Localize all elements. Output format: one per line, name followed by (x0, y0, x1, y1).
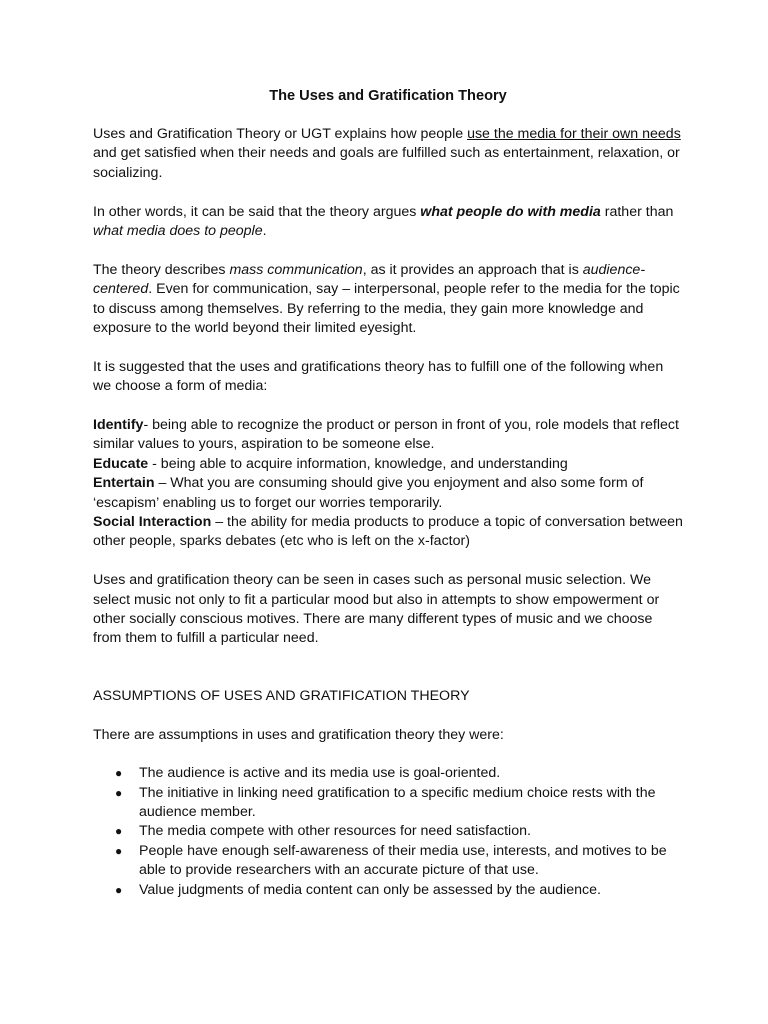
intro-underlined-text: use the media for their own needs (467, 126, 681, 142)
p2-text-c: . (262, 223, 267, 240)
p2-text-a: In other words, it can be said that the theory argues (93, 203, 421, 220)
bullet-icon: ● (115, 785, 123, 800)
list-item (93, 842, 683, 881)
p2-text-b: rather than (600, 203, 674, 220)
list-item-text: The media compete with other resources for need satisfaction. (139, 823, 531, 840)
p3-italic-audience-centered: audience-centered (93, 261, 646, 298)
definition-term: Identify (93, 417, 144, 434)
intro-text-a: Uses and Gratification Theory or UGT explains how people (93, 126, 468, 142)
list-item-text: People have enough self-awareness of their media use, interests, and motives to be able to provide researchers with an accurate picture of that use. (139, 842, 667, 879)
definition-text: – What you are consuming should give you enjoyment and also some form of ‘escapism’ enabling us to forget our worries temporarily. (93, 475, 644, 511)
p2-bold-italic-text: what people do with media (420, 203, 601, 220)
p3-text-a: The theory describes (93, 261, 230, 278)
bullet-icon: ● (115, 766, 123, 781)
list-item (93, 764, 683, 783)
list-item (93, 822, 683, 841)
document-title: The Uses and Gratification Theory (269, 88, 507, 104)
paragraph-suggested: It is suggested that the uses and gratifications theory has to fulfill one of the following when we choose a form of media: (93, 358, 664, 395)
definition-term: Social Interaction (93, 514, 212, 531)
section-heading-assumptions: ASSUMPTIONS OF USES AND GRATIFICATION THEORY (93, 687, 470, 704)
definition-term: Entertain (93, 475, 155, 492)
definition-text: - being able to acquire information, knowledge, and understanding (148, 455, 568, 472)
list-item (93, 881, 683, 900)
paragraph-music-selection: Uses and gratification theory can be seen in cases such as personal music selection. We select music not only to fit a particular mood but also in attempts to show empowerment or other socially conscious motives. There are many different types of music and we choose from them to fulfill a particular need. (93, 572, 660, 647)
definition-identify (93, 416, 683, 455)
paragraph-in-other-words (93, 203, 683, 242)
list-item-text: Value judgments of media content can only be assessed by the audience. (139, 881, 601, 898)
definition-term: Educate (93, 455, 149, 472)
document-page (93, 86, 683, 900)
list-item-text: The audience is active and its media use is goal-oriented. (139, 765, 501, 782)
p3-text-b: , as it provides an approach that is (362, 261, 583, 278)
p2-italic-text: what media does to people (93, 223, 263, 240)
paragraph-intro (93, 125, 683, 183)
definition-entertain (93, 474, 683, 513)
paragraph-assumptions-intro: There are assumptions in uses and gratification theory they were: (93, 726, 504, 743)
paragraph-mass-communication (93, 261, 683, 339)
intro-text-b: and get satisfied when their needs and goals are fulfilled such as entertainment, relaxation, or socializing. (93, 145, 680, 181)
bullet-icon: ● (115, 824, 123, 839)
definition-educate (93, 455, 683, 474)
assumptions-list (93, 764, 683, 900)
list-item-text: The initiative in linking need gratification to a specific medium choice rests with the audience member. (139, 784, 656, 820)
bullet-icon: ● (115, 843, 123, 858)
list-item (93, 784, 683, 823)
definitions-list (93, 416, 683, 552)
p3-italic-mass-communication: mass communication (229, 261, 363, 278)
definition-social-interaction (93, 513, 683, 552)
definition-text: – the ability for media products to produce a topic of conversation between other people, sparks debates (etc who is left on the x-factor) (93, 514, 683, 550)
definition-text: - being able to recognize the product or person in front of you, role models that reflect similar values to yours, aspiration to be someone else. (93, 417, 679, 453)
bullet-icon: ● (115, 882, 123, 897)
p3-text-c: . Even for communication, say – interpersonal, people refer to the media for the topic to discuss among themselves. By referring to the media, they gain more knowledge and exposure to the world beyond their limited eyesight. (93, 281, 680, 337)
